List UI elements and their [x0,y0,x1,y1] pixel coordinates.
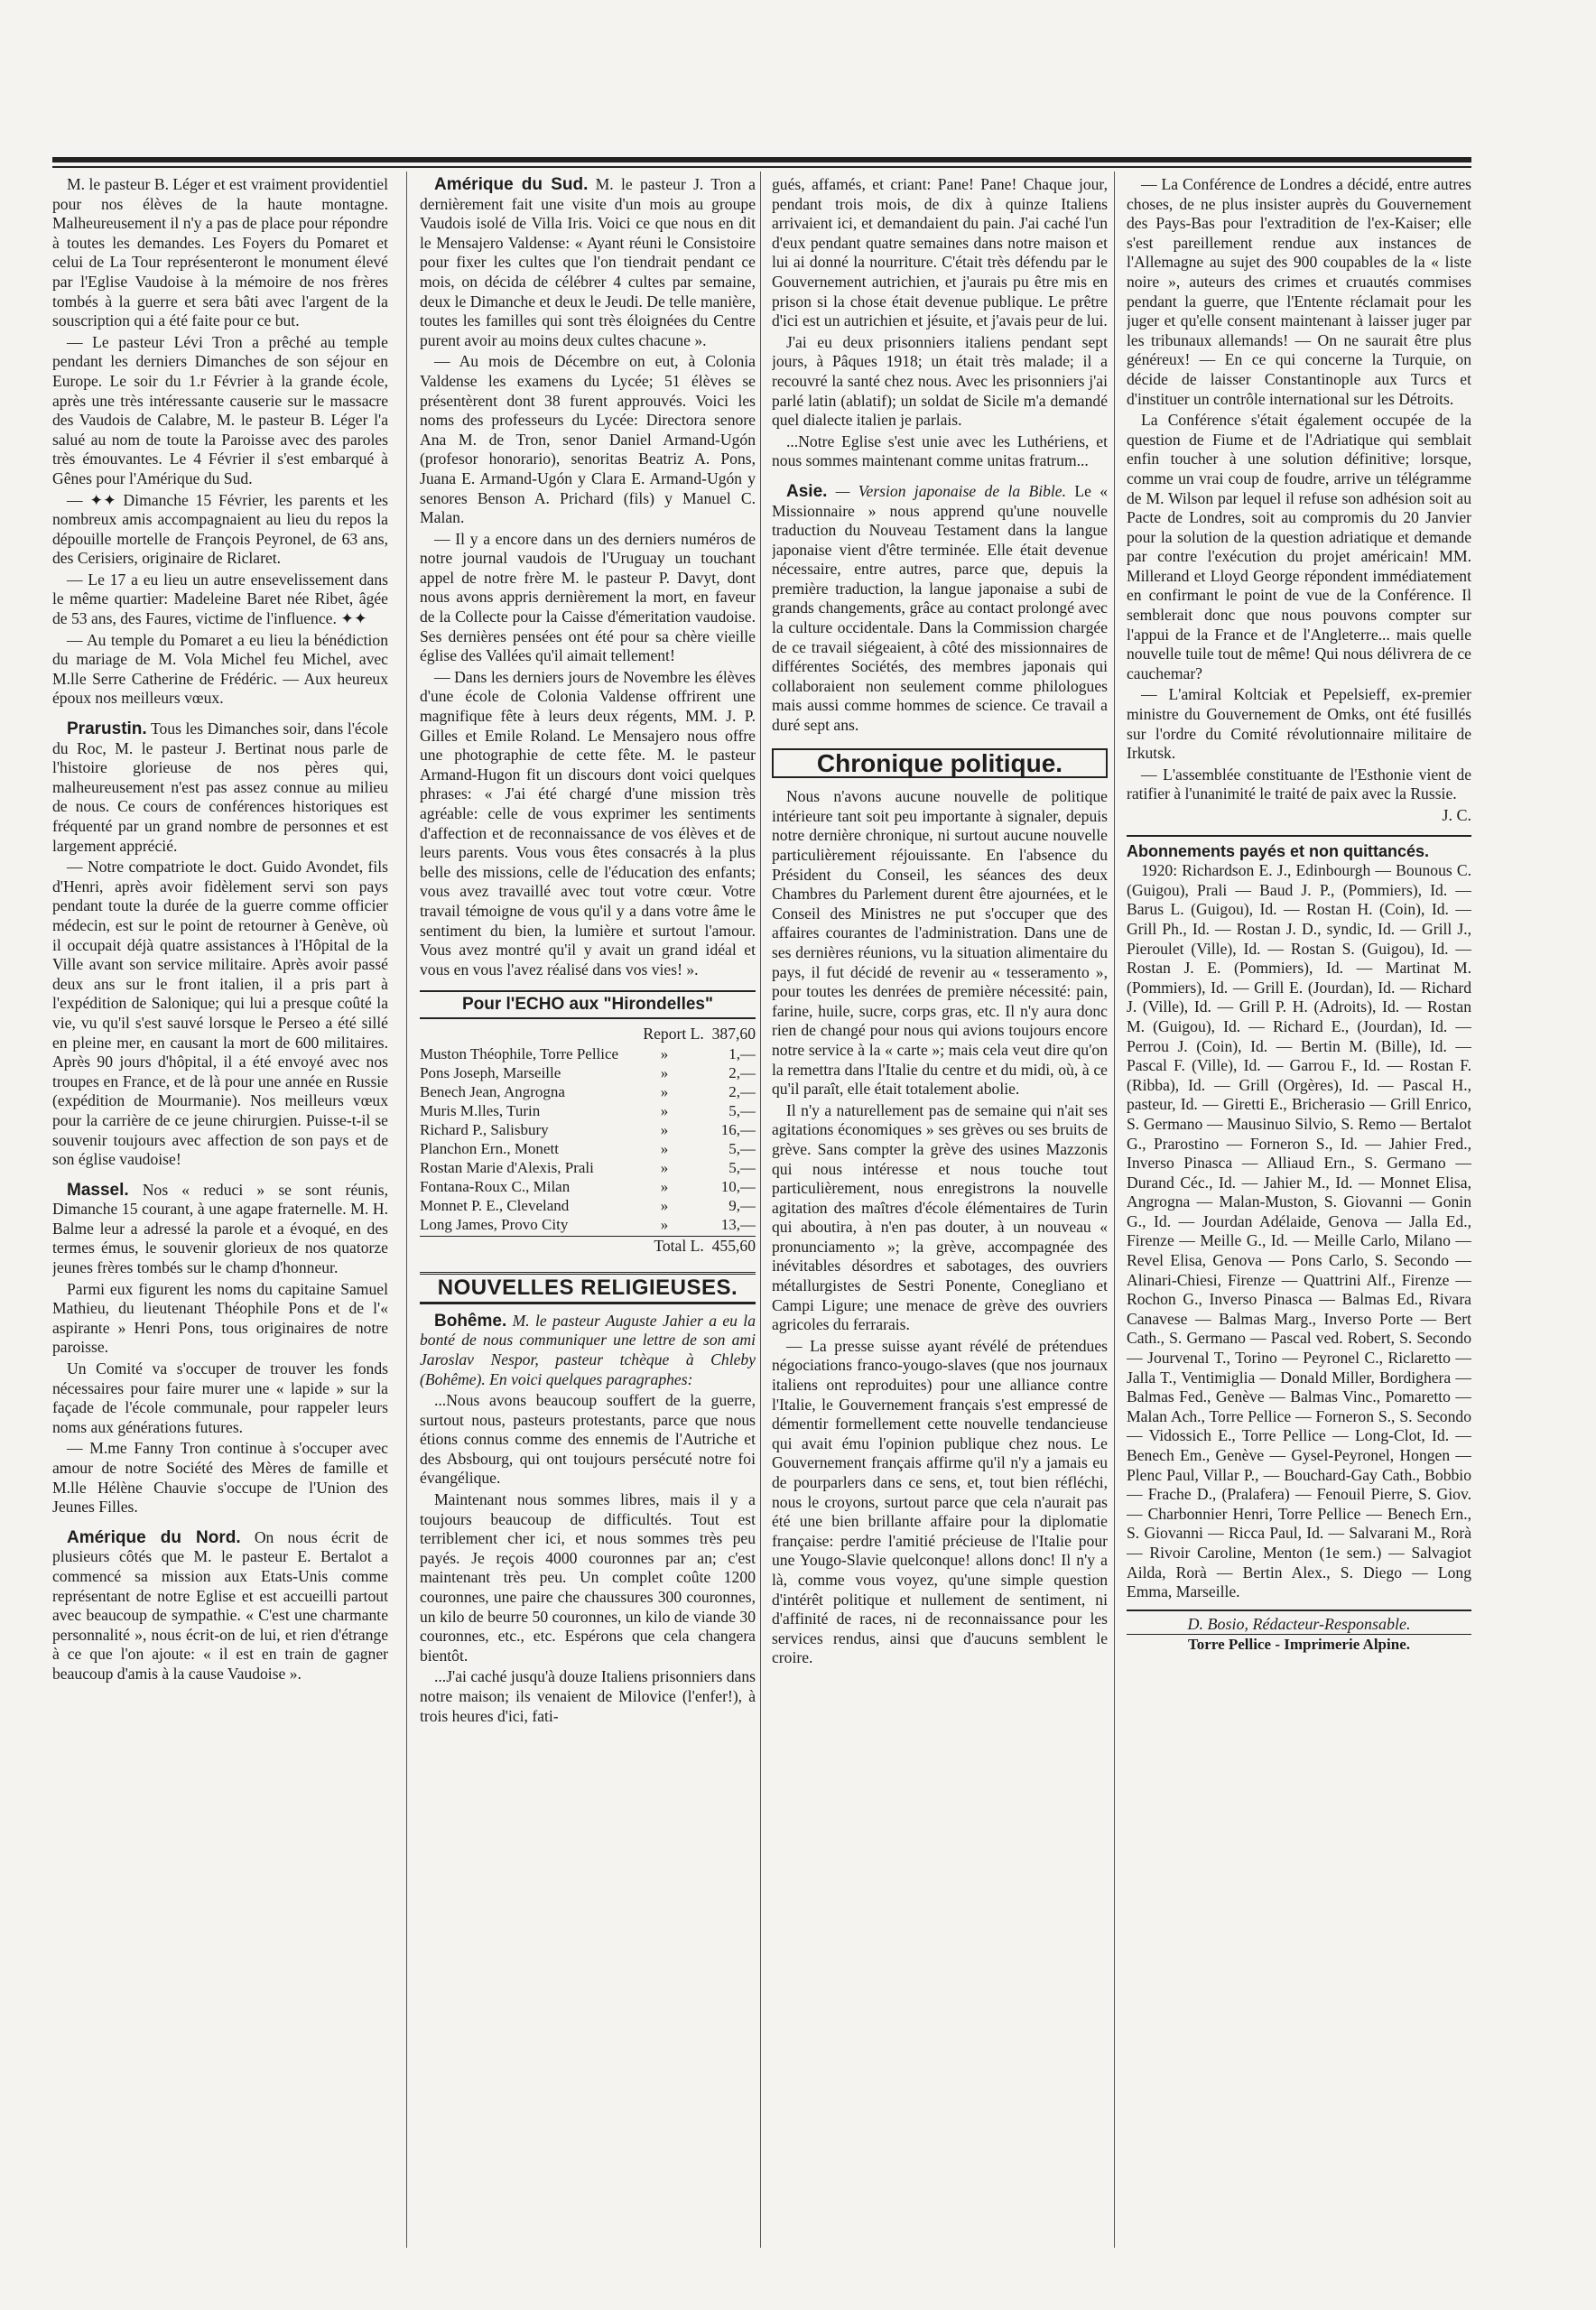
donor-name: Muston Théophile, Torre Pellice [420,1044,619,1062]
donor-amount: 1,— [728,1044,756,1062]
paragraph: ...Notre Eglise s'est unie avec les Luthériens, et nous sommes maintenant comme unitas fratrum... [772,431,1108,470]
report-line [420,1025,756,1044]
section-heading: Massel. [67,1180,129,1200]
column-separator [1114,172,1115,2248]
column-separator [760,172,761,2248]
donor-amount: 10,— [720,1177,756,1195]
paragraph: ...J'ai caché jusqu'à douze Italiens prisonniers dans notre maison; ils venaient de Milovice (l'enfer!), à trois heures d'ici, fati- [420,1667,756,1725]
section-text: On nous écrit de plusieurs côtés que M. le pasteur E. Bertalot a commencé sa mission aux Etats-Unis comme représentant de notre Eglise et est accueilli partout avec beaucoup de sympathie. « C'est une charmante personnalité », nous écrit-on de lui, et rien d'étrange à ce que l'on ajoute: « il est en train de gagner beaucoup d'amis à la cause Vaudoise ». [52,1527,388,1683]
table-row [420,1101,756,1120]
section-text: M. le pasteur J. Tron a dernièrement fait une visite d'un mois au groupe Vaudois isolé de Villa Iris. Voici ce que nous en dit le Mensajero Valdense: « Ayant réuni le Consistoire pour fixer les cultes que l'on tiendrait pendant ce mois, on décida de célébrer 4 cultes par semaine, deux le Dimanche et deux le Jeudi. De telle manière, toutes les familles qui sont très éloignées du Centre purent avoir au moins deux cultes chacune ». [420,175,756,349]
section-heading: Amérique du Sud. [434,175,589,194]
section-massel [52,1181,388,1278]
top-rule-thin [52,166,1471,168]
table-row [420,1044,756,1063]
donor-mark: » [660,1044,669,1062]
donor-amount: 13,— [720,1215,756,1233]
donor-name: Long James, Provo City [420,1215,569,1233]
donor-amount: 5,— [728,1158,756,1176]
donor-mark: » [660,1082,669,1100]
section-text: Nos « reduci » se sont réunis, Dimanche 15 courant, à une agape fraternelle. M. H. Balme leur a adressé la parole et a évoqué, en des termes émus, le souvenir glorieux de nos quatorze jeunes frères tombés sur le champ d'honneur. [52,1180,388,1277]
donor-mark: » [660,1215,669,1233]
subscriptions-title: Abonnements payés et non quittancés. [1127,835,1471,862]
paragraph: ...Nous avons beaucoup souffert de la guerre, surtout nous, pasteurs protestants, parce que nous étions connus comme des ennemis de l'Autriche et des Absbourg, qui ont toujours persécuté notre foi évangélique. [420,1391,756,1488]
report-label: Report L. [643,1024,704,1043]
paragraph: — ✦✦ Dimanche 15 Février, les parents et les nombreux amis accompagnaient au lieu du repos la dépouille mortelle de François Peyronel, de 63 ans, des Cerisiers, originaire de Riclaret. [52,490,388,568]
author-signature: J. C. [1442,806,1471,824]
table-row [420,1082,756,1101]
paragraph: La Conférence s'était également occupée de la question de Fiume et de l'Adriatique qui semblait enfin toucher à une solution définitive; lorsque, comme un vrai coup de foudre, arrive un télégramme de M. Wilson par lequel il refuse son adhésion soit au Pacte de Londres, soit au compromis du 20 Janvier pour la solution de la question adriatique et demande par contre l'exécution du projet américain! MM. Millerand et Lloyd George répondent immédiatement en confirmant le point de vue de la Conférence. Il semblerait donc que nous pouvons compter sur l'appui de la France et de l'Angleterre... mais quelle nouvelle tuile tout de même! Qui nous délivrera de ce cauchemar? [1127,411,1471,682]
donor-mark: » [660,1196,669,1214]
section-heading: Amérique du Nord. [67,1527,241,1547]
table-row [420,1177,756,1196]
table-row [420,1120,756,1139]
table-row [420,1215,756,1234]
section-heading: Asie. [786,481,828,501]
editor-line: D. Bosio, Rédacteur-Responsable. [1127,1610,1471,1635]
paragraph: gués, affamés, et criant: Pane! Pane! Chaque jour, pendant trois mois, de dix à quinze Italiens arrivaient ici, et demandaient du pain. J'ai caché l'un d'eux pendant quatre semaines dans notre maison et lui ai donné la nourriture. C'était très défendu par le Gouvernement autrichien, et j'aurais pu être mis en prison si la chose était devenue publique. Le prêtre d'ici est un autrichien et jésuite, et j'avais peur de lui. [772,175,1108,330]
subscriptions-list: 1920: Richardson E. J., Edinbourgh — Bounous C. (Guigou), Prali — Baud J. P., (Pommiers), Id. — Barus L. (Guigou), Id. — Rostan H. (Coin), Id. — Grill Ph., Id. — Rostan J. D., syndic, Id. — Grill J., Pieroulet (Ville), Id. — Rostan S. (Guigou), Id. — Rostan J. E. (Pommiers), Id. — Martinat M. (Pommiers), Id. — Grill E. (Jourdan), Id. — Richard J. (Ville), Id. — Grill P. H. (Adroits), Id. — Rostan M. (Guigou), Id. — Richard E., (Jourdan), Id. — Perrou J. (Coin), Id. — Bertin M. (Bille), Id. — Pascal F. (Ville), Id. — Garrou F., Id. — Rostan F. (Ribba), Id. — Grill (Orgères), Id. — Pascal H., pasteur, Id. — Giretti E., Bricherasio — Grill Enrico, S. Germano — Mausinuo Silvio, S. Remo — Bertalot G., Prarostino — Forneron S., Id. — Jahier Fred., Inverso Pinasca — Alliaud Ern., S. Germano — Durand Céc., Id. — Jahier M., Id. — Monnet Elisa, Angrogna — Malan-Muston, S. Giovanni — Gonin G., Id. — Jourdan Adélaide, Genova — Jalla Ed., Firenze — Meille G., Id. — Meille Carlo, Milano — Revel Elisa, Genova — Pons Carlo, S. Secondo — Alinari-Chiesi, Firenze — Quattrini Alf., Firenze — Rochon G., Inverso Pinasca — Balmas Ed., Rivara Canavese — Balmas Marg., Inverso Porte — Bert Cath., S. Germano — Pascal ved. Robert, S. Secondo — Jourvenal T., Torino — Peyronel C., Riclaretto — Jalla T., Ventimiglia — Donald Miller, Bordighera — Balmas Fed., Genève — Balmas Vinc., Pomaretto — Malan Ach., Torre Pellice — Forneron S., S. Secondo — Vidossich E., Torre Pellice — Long-Clot, Id. — Benech Em., Genève — Gysel-Peyronel, Hongen — Plenc Paul, Villar P., — Bouchard-Gay Cath., Bobbio — Frache D., (Pralafera) — Fenouil Pierre, S. Giov. — Charbonnier Henri, Torre Pellice — Benech Ern., S. Giovanni — Ricca Paul, Id. — Salvarani M., Rorà — Rivoir Caroline, Menton (1e sem.) — Salvagiot Ailda, Rorà — Bertin Alex., S. Diego — Long Emma, Marseille. [1127,861,1471,1601]
column-1 [52,175,388,2251]
section-boheme [420,1312,756,1389]
donor-amount: 5,— [728,1139,756,1157]
paragraph: — L'assemblée constituante de l'Esthonie vient de ratifier à l'unanimité le traité de paix avec la Russie. [1127,765,1471,803]
paragraph: — Notre compatriote le doct. Guido Avondet, fils d'Henri, après avoir fidèlement servi son pays pendant toute la durée de la guerre comme officier médecin, est sur le point de retourner à Genève, où il occupait déjà quatre assistances à l'Hôpital de la Ville avant son service militaire. Après avoir passé deux ans sur le front italien, il a pris part à l'expédition de Salonique; qui lui a presque coûté la vie, vu qu'il s'est sauvé lorsque le Perseo a été sillé en pleine mer, en causant la mort de 600 militaires. Après 90 jours d'hôpital, il a été envoyé avec nos troupes en France, et de là pour une année en Russie (expédition de Mourmanie). Nos meilleurs vœux pour la carrière de ce jeune chirurgien. Puisse-t-il se souvenir toujours avec affection de son pays et de son église vaudoise! [52,858,388,1169]
paragraph: — Au mois de Décembre on eut, à Colonia Valdense les examens du Lycée; 51 élèves se présentèrent dont 38 furent approuvés. Voici les noms des professeurs du Lycée: Directora senore Ana M. de Tron, senor Daniel Armand-Ugón (profesor honorario), senoritas Beatriz A. Pons, Juana E. Armand-Ugón y Clara E. Armand-Ugón y senores Benson A. Prichard (fils) y Manuel C. Malan. [420,352,756,527]
paragraph: — La presse suisse ayant révélé de prétendues négociations franco-yougo-slaves (que nos journaux italiens ont reproduites) pour une alliance contre l'Italie, le Gouvernement français s'est empressé de démentir formellement cette nouvelle tendancieuse qui avait ému l'opinion publique chez nous. Le Gouvernement français affirme qu'il n'y a jamais eu de pourparlers dans ce sens, et, tout bien réfléchi, nous le croyons, surtout parce que cela n'aurait pas été une bien brillante affaire pour la diplomatie française: perdre l'amitié précieuse de l'Italie pour une Yougo-Slavie quelconque! allons donc! Il n'y a là, comme vous voyez, qu'une simple question d'intérêt politique et nullement de sentiment, ni d'affinité de races, ni de reconnaissance pour les services rendus, ainsi que d'aucuns semblent le croire. [772,1336,1108,1667]
donor-mark: » [660,1063,669,1081]
paragraph: — Le pasteur Lévi Tron a prêché au temple pendant les derniers Dimanches de son séjour en Europe. Le soir du 1.r Février à la grande école, après une très intéressante causerie sur le massacre des Vaudois de Calabre, M. le pasteur B. Léger l'a salué au nom de toute la Paroisse avec des paroles très émouvantes. Le 4 Février il s'est embarqué à Gênes pour l'Amérique du Sud. [52,332,388,487]
column-4 [1127,175,1471,2251]
section-text: M. le pasteur Auguste Jahier a eu la bonté de nous communiquer une lettre de son ami Jaroslav Nespor, pasteur tchèque à Chleby (Bohême). En voici quelques paragraphes: [420,1311,756,1388]
donor-name: Pons Joseph, Marseille [420,1063,561,1081]
donor-amount: 16,— [720,1120,756,1138]
paragraph: — La Conférence de Londres a décidé, entre autres choses, de ne plus insister auprès du Gouvernement des Pays-Bas pour l'extradition de l'ex-Kaiser; elle s'est pareillement rendue aux instances de l'Allemagne au sujet des 900 coupables de la « liste noire », auteurs des crimes et cruautés commises pendant la guerre, que l'Entente réclamait pour les juger et qu'elle consent maintenant à laisser juger par les tribunaux allemands! — On ne saurait être plus généreux! — En ce qui concerne la Turquie, on décide de laisser Constantinople aux Turcs et d'instituer un contrôle international sur les Détroits. [1127,175,1471,408]
donor-name: Rostan Marie d'Alexis, Prali [420,1158,594,1176]
report-amount: 387,60 [711,1024,756,1043]
table-row [420,1063,756,1082]
donor-name: Monnet P. E., Cleveland [420,1196,570,1214]
table-row [420,1139,756,1158]
table-row [420,1158,756,1177]
column-2 [420,175,756,2251]
chronique-politique-title: Chronique politique. [772,748,1108,779]
donor-name: Benech Jean, Angrogna [420,1082,565,1100]
donor-amount: 5,— [728,1101,756,1119]
printer-line: Torre Pellice - Imprimerie Alpine. [1127,1634,1471,1655]
donor-mark: » [660,1120,669,1138]
donor-mark: » [660,1101,669,1119]
donor-mark: » [660,1158,669,1176]
donor-name: Richard P., Salisbury [420,1120,549,1138]
echo-title: Pour l'ECHO aux "Hirondelles" [420,990,756,1019]
section-amerique-sud [420,175,756,350]
paragraph: — Au temple du Pomaret a eu lieu la bénédiction du mariage de M. Vola Michel feu Michel, avec M.lle Serre Catherine de Frédéric. — Aux heureux époux nos meilleurs vœux. [52,630,388,708]
paragraph: Il n'y a naturellement pas de semaine qui n'ait ses agitations économiques » ses grèves ou ses bruits de grève. Sans compter la grève des usines Mazzonis qui nous intéresse et nous touche tout particulièrement, nous enregistrons la nouvelle agitation des maîtres d'école élémentaires de Turin qui aboutira, à n'en pas douter, à un nouveau « pronunciamento »; la grève, accompagnée des inévitables désordres et sabotages, des ouvriers métallurgistes de Sestri Ponente, Conegliano et Campi Ligure; une menace de grève des ouvriers agricoles du ferrarais. [772,1100,1108,1334]
donor-amount: 2,— [728,1082,756,1100]
column-separator [406,172,407,2248]
paragraph: J'ai eu deux prisonniers italiens pendant sept jours, à Pâques 1918; un était très malade; il a recouvré la santé chez nous. Avec les prisonniers j'ai parlé latin (ablatif); un soldat de Sicile m'a demandé quel dialecte italien je parlais. [772,332,1108,430]
paragraph: — M.me Fanny Tron continue à s'occuper avec amour de notre Société des Mères de famille et M.lle Hélène Chauvie s'occupe de l'Union des Jeunes Filles. [52,1439,388,1517]
section-asie [772,482,1108,736]
column-3 [772,175,1108,2251]
total-line [420,1236,756,1257]
section-prarustin [52,719,388,856]
donor-mark: » [660,1139,669,1157]
total-amount: 455,60 [711,1236,756,1255]
donor-name: Planchon Ern., Monett [420,1139,559,1157]
donor-amount: 9,— [728,1196,756,1214]
section-subheading: — Version japonaise de la Bible. [835,481,1066,500]
paragraph: Parmi eux figurent les noms du capitaine Samuel Mathieu, du lieutenant Théophile Pons et de l'« aspirante » Henri Pons, tous originaires de notre paroisse. [52,1279,388,1357]
section-heading: Prarustin. [67,719,147,739]
paragraph: Maintenant nous sommes libres, mais il y a toujours beaucoup de difficultés. Tout est terriblement cher ici, et nous sommes très peu payés. Je reçois 4000 couronnes par an; c'est maintenant très peu. Un complet coûte 1200 couronnes, une paire che chaussures 300 couronnes, un kilo de beurre 50 couronnes, un kilo de viande 30 couronnes, etc., etc. Espérons que cela changera bientôt. [420,1490,756,1665]
section-text: Tous les Dimanches soir, dans l'école du Roc, M. le pasteur J. Bertinat nous parle de l'histoire glorieuse de nos pères qui, malheureusement n'est pas assez connue au milieu de nous. Ce cours de conférences historiques est fréquenté par un grand nombre de personnes et est largement apprécié. [52,719,388,855]
donor-mark: » [660,1177,669,1195]
section-heading: Bohême. [434,1311,507,1331]
donor-table [420,1044,756,1234]
table-row [420,1196,756,1215]
top-rule [52,157,1471,162]
total-label: Total L. [654,1236,704,1255]
paragraph: — Il y a encore dans un des derniers numéros de notre journal vaudois de l'Uruguay un touchant appel de notre frère M. le pasteur P. Davyt, dont nous avons appris dernièrement la mort, en faveur de la Collecte pour la Caisse d'émeritation vaudoise. Ses dernières pensées ont été pour sa chère vieille église des Vallées qu'il aimait tellement! [420,529,756,665]
donor-name: Fontana-Roux C., Milan [420,1177,571,1195]
paragraph: Nous n'avons aucune nouvelle de politique intérieure tant soit peu importante à signaler, depuis notre dernière chronique, ni surtout aucune nouvelle particulièrement réjouissante. En l'absence du Président du Conseil, les séances des deux Chambres du Parlement durent être ajournées, et le Conseil des Ministres ne put s'occuper que des affaires courantes de l'administration. Dans une de ses dernières réunions, vu la situation alimentaire du pays, il fut décidé de revenir au « tesseramento », pour toutes les denrées de première nécessité: pain, farine, huile, sucre, corps gras, etc. Il n'y aura donc rien de changé pour nous qui avions toujours encore notre service à la « carte »; mais cela veut dire qu'on la remettra dans l'Italie du centre et du midi, où, à ce qu'il paraît, elle était totalement abolie. [772,787,1108,1099]
paragraph: M. le pasteur B. Léger et est vraiment providentiel pour nos élèves de la haute montagne. Malheureusement il n'y a pas de place pour répondre à toutes les demandes. Les Foyers du Pomaret et celui de La Tour représenteront le monument élevé par l'Eglise Vaudoise à la mémoire de nos frères tombés à la guerre et sera bâti avec l'argent de la souscription qui a été faite pour ce but. [52,175,388,330]
donor-name: Muris M.lles, Turin [420,1101,541,1119]
paragraph: — Dans les derniers jours de Novembre les élèves d'une école de Colonia Valdense offrirent une magnifique fête à leurs deux régents, MM. J. P. Gilles et Emile Roland. Le Mensajero nous offre une photographie de cette fête. M. le pasteur Armand-Hugon fit un discours dont voici quelques phrases: « J'ai été chargé d'une mission très agréable: celle de vous exprimer les sentiments d'affection et de reconnaissance de vos élèves et de leurs parents. Vous vous êtes consacrés à la plus belle des missions, celle de l'éducation des enfants; vous avez travaillé avec tout votre cœur. Votre travail témoigne de vous qu'il y a dans votre âme le sentiment du bien, la lumière et surtout l'amour. Vous avez montré qu'il y avait un grand idéal et vous en vous l'avez réalisé dans vos vies! ». [420,667,756,979]
section-amerique-nord [52,1528,388,1684]
paragraph: Un Comité va s'occuper de trouver les fonds nécessaires pour faire murer une « lapide » sur la façade de l'école communale, pour rappeler leurs noms aux générations futures. [52,1359,388,1436]
section-text: Le « Missionnaire » nous apprend qu'une nouvelle traduction du Nouveau Testament dans la langue japonaise vient d'être terminée. Elle était devenue nécessaire, entre autres, parce que, depuis la première traduction, la langue japonaise a subi de grands changements, grâce au contact prolongé avec la culture occidentale. Dans la Commission chargée de ce travail siégeaient, à côté des missionnaires de différentes Sociétés, des membres japonais qui collaboraient non seulement comme philologues mais aussi comme hommes de science. Ce travail a duré sept ans. [772,481,1108,735]
paragraph: — L'amiral Koltciak et Pepelsieff, ex-premier ministre du Gouvernement de Omks, ont été fusillés sur l'ordre du Comité révolutionnaire militaire de Irkutsk. [1127,685,1471,763]
section-title: NOUVELLES RELIGIEUSES. [437,1276,738,1301]
paragraph: — Le 17 a eu lieu un autre ensevelissement dans le même quartier: Madeleine Baret née Ribet, âgée de 53 ans, des Faures, victime de l'influence. ✦✦ [52,570,388,628]
nouvelles-religieuses-title-box [420,1272,756,1304]
donor-amount: 2,— [728,1063,756,1081]
